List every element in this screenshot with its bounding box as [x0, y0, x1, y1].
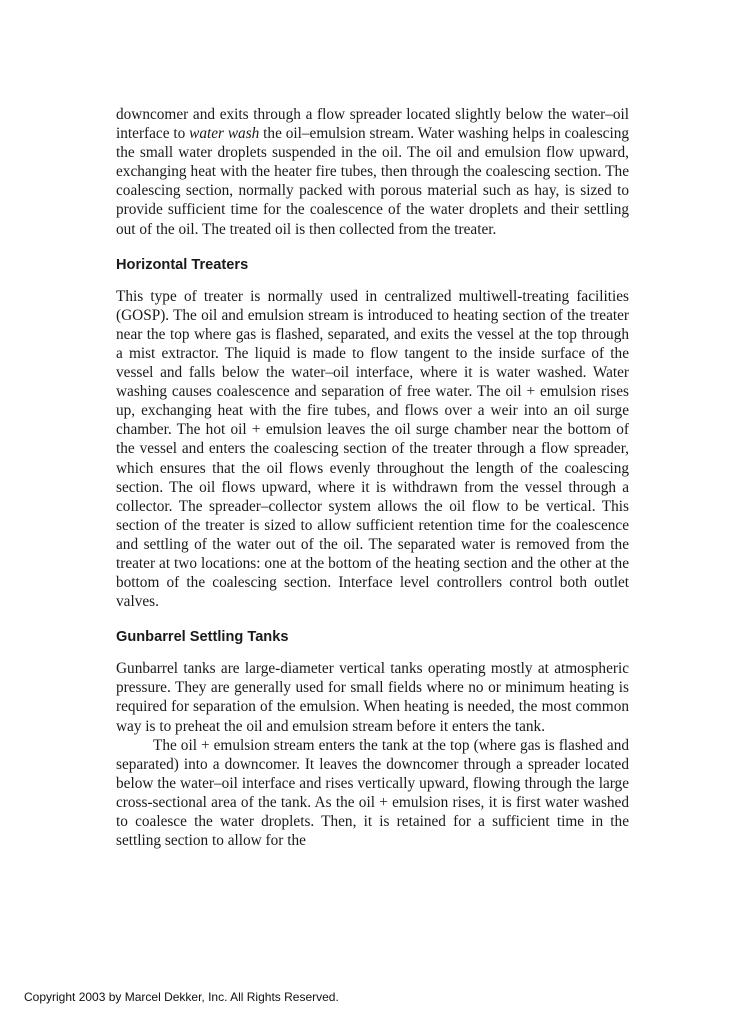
paragraph-text: the oil–emulsion stream. Water washing helps in coalescing the small water droplets suspended in the oil. The oil and emulsion flow upward, exchanging heat with the heater fire tubes, then through the coalescing section. The coalescing section, normally packed with porous material such as hay, is sized to provide sufficient time for the coalescence of the water droplets and their settling out of the oil. The treated oil is then collected from the treater. [116, 125, 630, 238]
italic-term-water-wash: water wash [189, 125, 260, 143]
paragraph-gunbarrel-flow: The oil + emulsion stream enters the tank at the top (where gas is flashed and separated) into a downcomer. It leaves the downcomer through a spreader located below the water–oil interface and rises vertically upward, flowing through the large cross-sectional area of the tank. As the oil + emulsion rises, it is first water washed to coalesce the water droplets. Then, it is retained for a sufficient time in the settling section to allow for the [116, 736, 629, 850]
page-body [116, 105, 629, 850]
paragraph-water-washing [116, 105, 629, 239]
paragraph-text: downcomer and exits through a flow spreader located slightly below the water–oil interface to [116, 106, 629, 143]
paragraph-gunbarrel-intro: Gunbarrel tanks are large-diameter vertical tanks operating mostly at atmospheric pressure. They are generally used for small fields where no or minimum heating is required for separation of the emulsion. When heating is needed, the most common way is to preheat the oil and emulsion stream before it enters the tank. [116, 660, 629, 735]
section-heading-gunbarrel-settling-tanks: Gunbarrel Settling Tanks [116, 629, 289, 646]
section-heading-horizontal-treaters: Horizontal Treaters [116, 256, 249, 273]
paragraph-horizontal-treaters: This type of treater is normally used in centralized multiwell-treating facilities (GOSP). The oil and emulsion stream is introduced to heating section of the treater near the top where gas is flashed, separated, and exits the vessel at the top through a mist extractor. The liquid is made to flow tangent to the inside surface of the vessel and falls below the water–oil interface, where it is water washed. Water washing causes coalescence and separation of free water. The oil + emulsion rises up, exchanging heat with the fire tubes, and flows over a weir into an oil surge chamber. The hot oil + emulsion leaves the oil surge chamber near the bottom of the vessel and enters the coalescing section of the treater through a flow spreader, which ensures that the oil flows evenly throughout the length of the coalescing section. The oil flows upward, where it is withdrawn from the vessel through a collector. The spreader–collector system allows the oil flow to be vertical. This section of the treater is sized to allow sufficient retention time for the coalescence and settling of the water out of the oil. The separated water is removed from the treater at two locations: one at the bottom of the heating section and the other at the bottom of the coalescing section. Interface level controllers control both outlet valves. [116, 287, 629, 611]
copyright-footer: Copyright 2003 by Marcel Dekker, Inc. All Rights Reserved. [24, 990, 339, 1004]
